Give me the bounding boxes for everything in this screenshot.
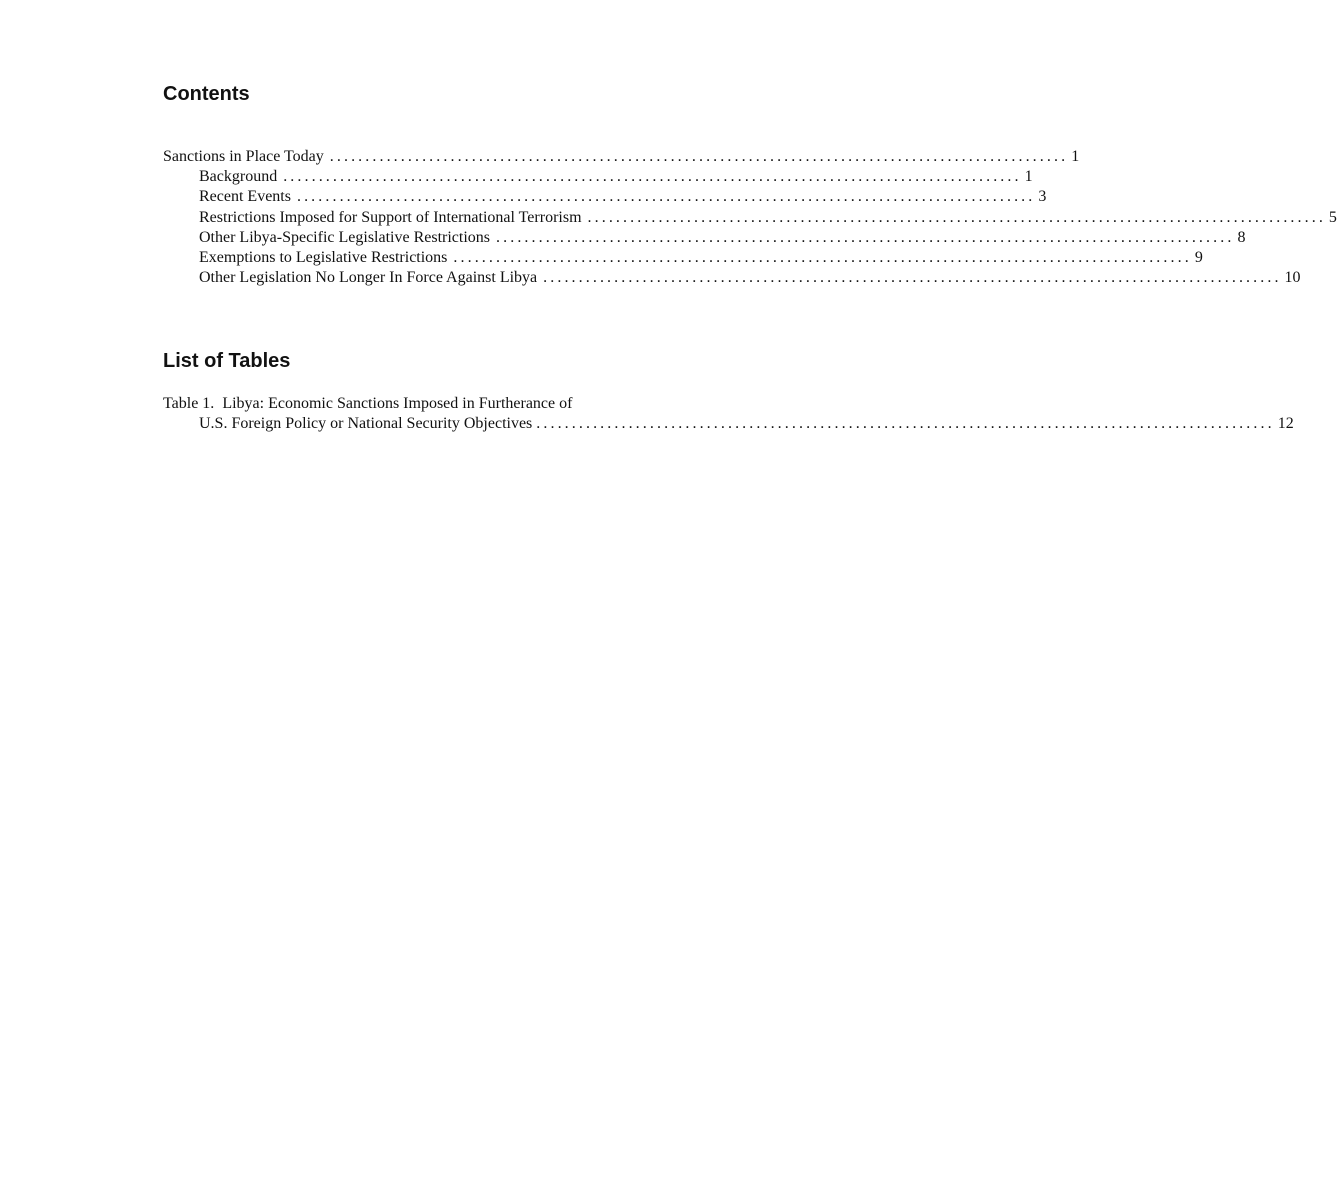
toc-page-number: 9 [1194,248,1203,266]
table-entry-second-line [163,414,1294,434]
toc-entry-title: Other Legislation No Longer In Force Against Libya [199,269,538,287]
dot-leader: ........................................................................................................ [453,248,1192,266]
table-page-number: 12 [1277,415,1294,433]
dot-leader: ........................................................................................................ [329,148,1069,165]
dot-leader: ........................................................................................................ [543,269,1282,287]
toc-page-number: 5 [1328,208,1337,226]
toc-entry-title: Recent Events [199,188,291,206]
toc-page-number: 3 [1038,188,1047,206]
contents-list [163,147,1337,288]
toc-entry-other-libya-specific[interactable] [163,228,1246,248]
toc-page-number: 10 [1284,269,1301,287]
toc-page-number: 8 [1237,228,1246,246]
toc-entry-exemptions[interactable] [163,248,1203,268]
dot-leader: ........................................................................................................ [283,168,1022,186]
toc-entry-sanctions-in-place-today[interactable] [163,147,1080,167]
toc-entry-title: Restrictions Imposed for Support of International Terrorism [199,208,582,226]
dot-leader: ........................................................................................................ [496,228,1235,246]
toc-entry-title: Other Libya-Specific Legislative Restrictions [199,228,491,246]
dot-leader: ........................................................................................................ [587,208,1326,226]
table-label: Table 1. [163,395,215,412]
dot-leader: ........................................................................................................ [536,415,1275,433]
toc-entry-recent-events[interactable] [163,187,1047,207]
list-of-tables-heading: List of Tables [163,350,291,372]
contents-heading: Contents [163,83,250,105]
toc-page-number: 1 [1024,168,1033,186]
table-entry-first-line [163,394,758,414]
toc-page-number: 1 [1071,148,1080,165]
table-entry-1[interactable] [163,394,1294,434]
table-title-line1: Libya: Economic Sanctions Imposed in Furtherance of [222,395,573,412]
table-title-line2: U.S. Foreign Policy or National Security Objectives [199,415,533,433]
dot-leader: ........................................................................................................ [296,188,1036,206]
toc-entry-other-legislation[interactable] [163,268,1301,288]
list-of-tables [163,394,1294,434]
toc-entry-title: Exemptions to Legislative Restrictions [199,248,448,266]
toc-entry-background[interactable] [163,167,1033,187]
toc-entry-restrictions-terrorism[interactable] [163,208,1337,228]
toc-entry-title: Sanctions in Place Today [163,148,324,165]
toc-entry-title: Background [199,168,278,186]
